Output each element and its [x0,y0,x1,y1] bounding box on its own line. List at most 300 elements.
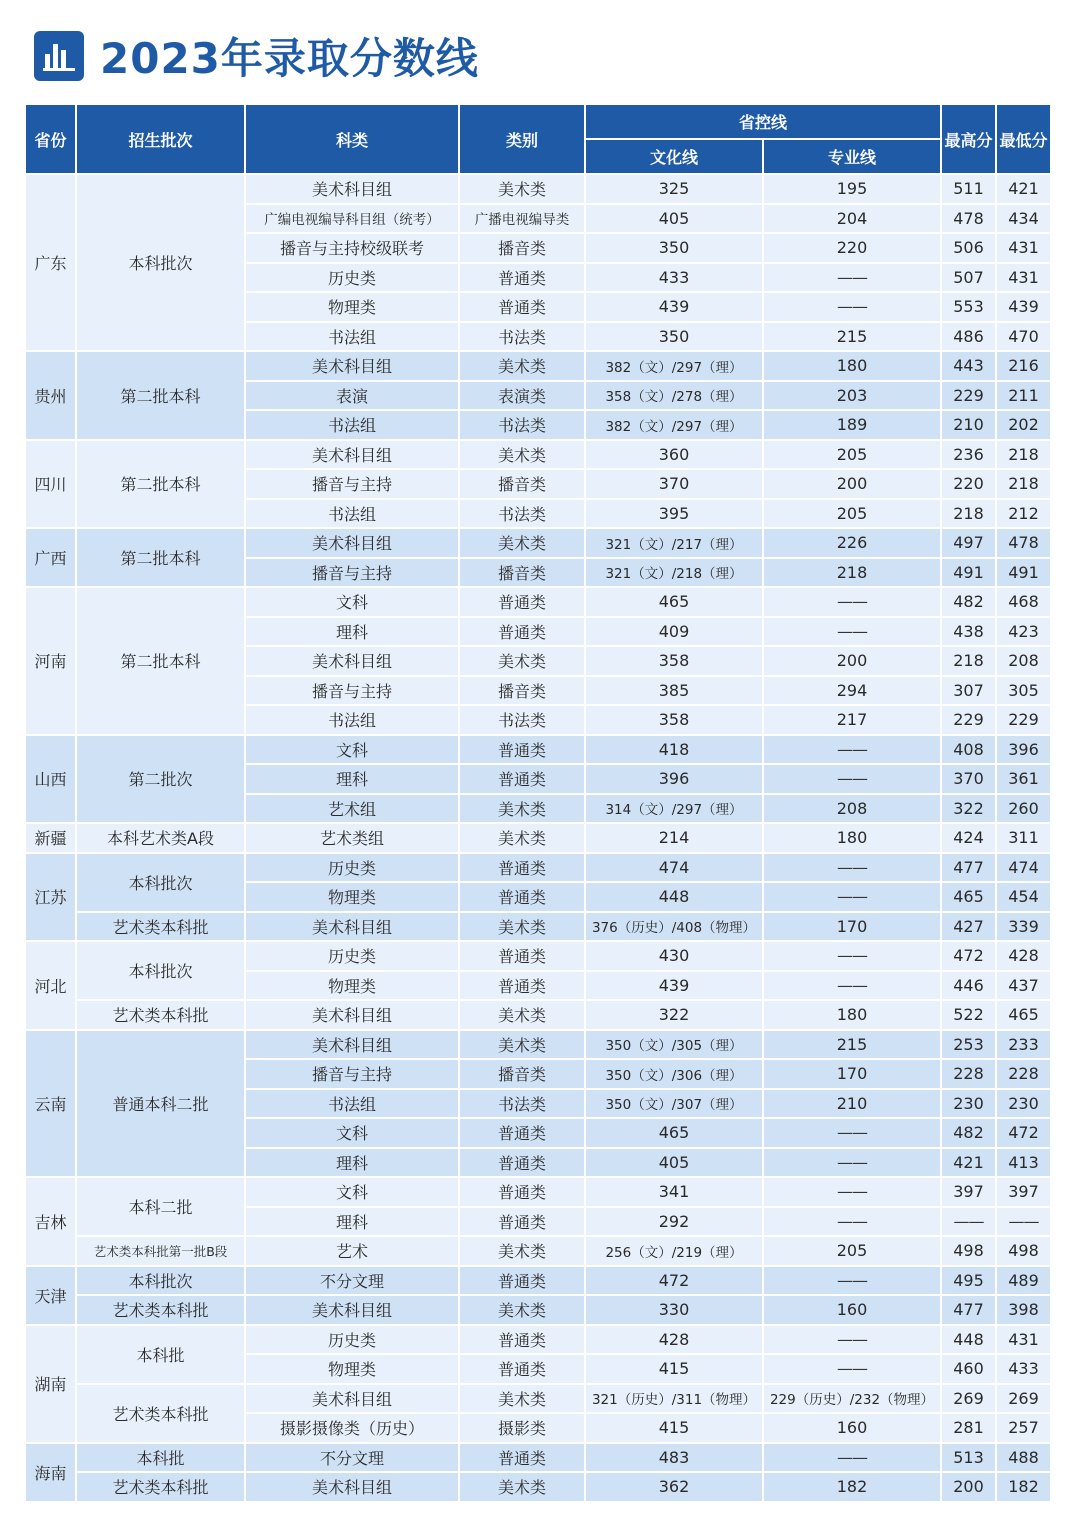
subject-cell: 美术科目组 [245,351,459,381]
culture-line-cell: 483 [585,1443,763,1473]
major-line-cell: 170 [763,912,941,942]
culture-line-cell: 321（文）/218（理） [585,558,763,588]
culture-line-cell: 439 [585,292,763,322]
province-cell: 新疆 [25,823,76,853]
max-score-cell: 408 [941,735,996,765]
major-line-cell: —— [763,764,941,794]
min-score-cell: 396 [996,735,1051,765]
category-cell: 美术类 [459,528,585,558]
category-cell: 美术类 [459,351,585,381]
category-cell: 普通类 [459,1443,585,1473]
culture-line-cell: 330 [585,1295,763,1325]
header-category: 类别 [459,104,585,174]
min-score-cell: 397 [996,1177,1051,1207]
min-score-cell: 230 [996,1089,1051,1119]
major-line-cell: —— [763,617,941,647]
category-cell: 普通类 [459,1177,585,1207]
subject-cell: 物理类 [245,1354,459,1384]
min-score-cell: 498 [996,1236,1051,1266]
major-line-cell: 208 [763,794,941,824]
major-line-cell: —— [763,1177,941,1207]
major-line-cell: —— [763,1443,941,1473]
subject-cell: 播音与主持 [245,558,459,588]
category-cell: 普通类 [459,292,585,322]
subject-cell: 美术科目组 [245,1000,459,1030]
major-line-cell: 210 [763,1089,941,1119]
subject-cell: 美术科目组 [245,1295,459,1325]
max-score-cell: 482 [941,587,996,617]
culture-line-cell: 430 [585,941,763,971]
major-line-cell: 180 [763,351,941,381]
max-score-cell: 495 [941,1266,996,1296]
culture-line-cell: 350 [585,322,763,352]
culture-line-cell: 396 [585,764,763,794]
category-cell: 普通类 [459,617,585,647]
major-line-cell: 294 [763,676,941,706]
province-cell: 河南 [25,587,76,735]
category-cell: 普通类 [459,1266,585,1296]
culture-line-cell: 409 [585,617,763,647]
category-cell: 美术类 [459,1384,585,1414]
min-score-cell: 339 [996,912,1051,942]
batch-cell: 艺术类本科批 [76,912,245,942]
min-score-cell: 488 [996,1443,1051,1473]
category-cell: 普通类 [459,263,585,293]
category-cell: 普通类 [459,941,585,971]
culture-line-cell: 465 [585,1118,763,1148]
min-score-cell: 208 [996,646,1051,676]
major-line-cell: —— [763,1325,941,1355]
min-score-cell: 269 [996,1384,1051,1414]
culture-line-cell: 395 [585,499,763,529]
max-score-cell: 220 [941,469,996,499]
max-score-cell: 397 [941,1177,996,1207]
category-cell: 美术类 [459,1472,585,1502]
category-cell: 书法类 [459,1089,585,1119]
batch-cell: 本科艺术类A段 [76,823,245,853]
category-cell: 美术类 [459,794,585,824]
category-cell: 普通类 [459,587,585,617]
major-line-cell: —— [763,971,941,1001]
max-score-cell: 229 [941,705,996,735]
min-score-cell: 218 [996,440,1051,470]
subject-cell: 历史类 [245,941,459,971]
province-cell: 吉林 [25,1177,76,1266]
subject-cell: 书法组 [245,322,459,352]
major-line-cell: 200 [763,646,941,676]
culture-line-cell: 405 [585,204,763,234]
max-score-cell: —— [941,1207,996,1237]
title-bar [34,28,479,84]
province-cell: 四川 [25,440,76,529]
max-score-cell: 465 [941,882,996,912]
culture-line-cell: 376（历史）/408（物理） [585,912,763,942]
category-cell: 书法类 [459,410,585,440]
category-cell: 播音类 [459,233,585,263]
subject-cell: 物理类 [245,882,459,912]
min-score-cell: 229 [996,705,1051,735]
min-score-cell: 421 [996,174,1051,204]
subject-cell: 文科 [245,735,459,765]
major-line-cell: —— [763,941,941,971]
max-score-cell: 513 [941,1443,996,1473]
subject-cell: 美术科目组 [245,174,459,204]
subject-cell: 摄影摄像类（历史） [245,1413,459,1443]
table-row [25,1236,1051,1266]
category-cell: 普通类 [459,1207,585,1237]
major-line-cell: 220 [763,233,941,263]
major-line-cell: 182 [763,1472,941,1502]
subject-cell: 美术科目组 [245,912,459,942]
batch-cell: 本科批次 [76,174,245,351]
subject-cell: 历史类 [245,1325,459,1355]
major-line-cell: 205 [763,440,941,470]
max-score-cell: 307 [941,676,996,706]
max-score-cell: 511 [941,174,996,204]
category-cell: 普通类 [459,1325,585,1355]
min-score-cell: 218 [996,469,1051,499]
subject-cell: 物理类 [245,292,459,322]
table-row [25,528,1051,558]
category-cell: 播音类 [459,1059,585,1089]
culture-line-cell: 350（文）/307（理） [585,1089,763,1119]
culture-line-cell: 350（文）/306（理） [585,1059,763,1089]
major-line-cell: —— [763,1118,941,1148]
province-cell: 江苏 [25,853,76,942]
subject-cell: 不分文理 [245,1266,459,1296]
culture-line-cell: 382（文）/297（理） [585,351,763,381]
batch-cell: 艺术类本科批第一批B段 [76,1236,245,1266]
min-score-cell: 474 [996,853,1051,883]
subject-cell: 文科 [245,1118,459,1148]
culture-line-cell: 358（文）/278（理） [585,381,763,411]
header-culture-line: 文化线 [585,139,763,174]
min-score-cell: 431 [996,233,1051,263]
major-line-cell: 180 [763,823,941,853]
max-score-cell: 497 [941,528,996,558]
batch-cell: 第二批本科 [76,587,245,735]
bar-chart-icon [34,31,84,81]
table-row [25,853,1051,883]
max-score-cell: 253 [941,1030,996,1060]
culture-line-cell: 360 [585,440,763,470]
table-row [25,912,1051,942]
culture-line-cell: 418 [585,735,763,765]
major-line-cell: —— [763,263,941,293]
max-score-cell: 269 [941,1384,996,1414]
culture-line-cell: 214 [585,823,763,853]
table-row [25,351,1051,381]
culture-line-cell: 256（文）/219（理） [585,1236,763,1266]
major-line-cell: 160 [763,1295,941,1325]
min-score-cell: 398 [996,1295,1051,1325]
max-score-cell: 210 [941,410,996,440]
major-line-cell: 229（历史）/232（物理） [763,1384,941,1414]
table-body [25,174,1051,1502]
table-row [25,1177,1051,1207]
min-score-cell: 465 [996,1000,1051,1030]
max-score-cell: 478 [941,204,996,234]
major-line-cell: 205 [763,499,941,529]
min-score-cell: 305 [996,676,1051,706]
table-row [25,1472,1051,1502]
table-row [25,1266,1051,1296]
culture-line-cell: 428 [585,1325,763,1355]
header-province: 省份 [25,104,76,174]
category-cell: 表演类 [459,381,585,411]
min-score-cell: 233 [996,1030,1051,1060]
min-score-cell: 454 [996,882,1051,912]
major-line-cell: 200 [763,469,941,499]
min-score-cell: 413 [996,1148,1051,1178]
min-score-cell: 211 [996,381,1051,411]
header-control-line: 省控线 [585,104,941,139]
subject-cell: 理科 [245,764,459,794]
min-score-cell: 361 [996,764,1051,794]
batch-cell: 普通本科二批 [76,1030,245,1178]
category-cell: 书法类 [459,322,585,352]
subject-cell: 美术科目组 [245,1384,459,1414]
max-score-cell: 506 [941,233,996,263]
subject-cell: 不分文理 [245,1443,459,1473]
culture-line-cell: 292 [585,1207,763,1237]
max-score-cell: 200 [941,1472,996,1502]
province-cell: 河北 [25,941,76,1030]
max-score-cell: 229 [941,381,996,411]
category-cell: 书法类 [459,705,585,735]
category-cell: 摄影类 [459,1413,585,1443]
table-row [25,1384,1051,1414]
subject-cell: 美术科目组 [245,1472,459,1502]
culture-line-cell: 370 [585,469,763,499]
province-cell: 贵州 [25,351,76,440]
major-line-cell: 203 [763,381,941,411]
min-score-cell: 491 [996,558,1051,588]
min-score-cell: 212 [996,499,1051,529]
max-score-cell: 460 [941,1354,996,1384]
subject-cell: 书法组 [245,410,459,440]
major-line-cell: 180 [763,1000,941,1030]
culture-line-cell: 350 [585,233,763,263]
subject-cell: 艺术组 [245,794,459,824]
subject-cell: 文科 [245,1177,459,1207]
min-score-cell: 423 [996,617,1051,647]
batch-cell: 第二批本科 [76,440,245,529]
max-score-cell: 424 [941,823,996,853]
max-score-cell: 427 [941,912,996,942]
subject-cell: 书法组 [245,705,459,735]
subject-cell: 播音与主持 [245,469,459,499]
batch-cell: 本科二批 [76,1177,245,1236]
header-subject: 科类 [245,104,459,174]
culture-line-cell: 314（文）/297（理） [585,794,763,824]
header-min: 最低分 [996,104,1051,174]
min-score-cell: —— [996,1207,1051,1237]
province-cell: 广西 [25,528,76,587]
category-cell: 普通类 [459,1118,585,1148]
major-line-cell: 189 [763,410,941,440]
culture-line-cell: 341 [585,1177,763,1207]
max-score-cell: 486 [941,322,996,352]
province-cell: 广东 [25,174,76,351]
page-title: 2023年录取分数线 [100,34,479,83]
culture-line-cell: 472 [585,1266,763,1296]
max-score-cell: 448 [941,1325,996,1355]
major-line-cell: 205 [763,1236,941,1266]
min-score-cell: 433 [996,1354,1051,1384]
subject-cell: 播音与主持校级联考 [245,233,459,263]
major-line-cell: 195 [763,174,941,204]
subject-cell: 广编电视编导科目组（统考） [245,204,459,234]
culture-line-cell: 415 [585,1354,763,1384]
min-score-cell: 478 [996,528,1051,558]
subject-cell: 理科 [245,1207,459,1237]
culture-line-cell: 358 [585,646,763,676]
subject-cell: 播音与主持 [245,676,459,706]
category-cell: 播音类 [459,676,585,706]
table-row [25,735,1051,765]
min-score-cell: 472 [996,1118,1051,1148]
min-score-cell: 437 [996,971,1051,1001]
header-batch: 招生批次 [76,104,245,174]
min-score-cell: 431 [996,1325,1051,1355]
category-cell: 播音类 [459,558,585,588]
max-score-cell: 236 [941,440,996,470]
max-score-cell: 281 [941,1413,996,1443]
max-score-cell: 322 [941,794,996,824]
max-score-cell: 228 [941,1059,996,1089]
major-line-cell: —— [763,1266,941,1296]
table-row [25,587,1051,617]
table-row [25,1443,1051,1473]
subject-cell: 艺术 [245,1236,459,1266]
subject-cell: 播音与主持 [245,1059,459,1089]
category-cell: 美术类 [459,646,585,676]
batch-cell: 艺术类本科批 [76,1295,245,1325]
table-row [25,1325,1051,1355]
min-score-cell: 468 [996,587,1051,617]
batch-cell: 本科批 [76,1443,245,1473]
table-row [25,1030,1051,1060]
major-line-cell: 170 [763,1059,941,1089]
major-line-cell: —— [763,735,941,765]
max-score-cell: 477 [941,853,996,883]
max-score-cell: 491 [941,558,996,588]
category-cell: 普通类 [459,764,585,794]
min-score-cell: 228 [996,1059,1051,1089]
batch-cell: 艺术类本科批 [76,1472,245,1502]
subject-cell: 书法组 [245,499,459,529]
culture-line-cell: 474 [585,853,763,883]
category-cell: 美术类 [459,1030,585,1060]
major-line-cell: —— [763,853,941,883]
major-line-cell: 160 [763,1413,941,1443]
province-cell: 天津 [25,1266,76,1325]
max-score-cell: 438 [941,617,996,647]
max-score-cell: 472 [941,941,996,971]
major-line-cell: —— [763,1207,941,1237]
category-cell: 普通类 [459,971,585,1001]
table-row [25,1295,1051,1325]
subject-cell: 表演 [245,381,459,411]
province-cell: 云南 [25,1030,76,1178]
major-line-cell: 226 [763,528,941,558]
min-score-cell: 260 [996,794,1051,824]
score-table [24,103,1052,1503]
subject-cell: 美术科目组 [245,528,459,558]
header-major-line: 专业线 [763,139,941,174]
score-table-container [24,103,1050,1503]
category-cell: 美术类 [459,1000,585,1030]
major-line-cell: 217 [763,705,941,735]
subject-cell: 物理类 [245,971,459,1001]
category-cell: 书法类 [459,499,585,529]
table-row [25,440,1051,470]
batch-cell: 本科批 [76,1325,245,1384]
category-cell: 美术类 [459,1236,585,1266]
table-row [25,1000,1051,1030]
culture-line-cell: 321（历史）/311（物理） [585,1384,763,1414]
category-cell: 播音类 [459,469,585,499]
major-line-cell: 215 [763,1030,941,1060]
category-cell: 美术类 [459,440,585,470]
culture-line-cell: 322 [585,1000,763,1030]
min-score-cell: 439 [996,292,1051,322]
category-cell: 普通类 [459,735,585,765]
culture-line-cell: 362 [585,1472,763,1502]
max-score-cell: 482 [941,1118,996,1148]
header-max: 最高分 [941,104,996,174]
min-score-cell: 257 [996,1413,1051,1443]
major-line-cell: —— [763,882,941,912]
min-score-cell: 182 [996,1472,1051,1502]
culture-line-cell: 415 [585,1413,763,1443]
culture-line-cell: 439 [585,971,763,1001]
min-score-cell: 202 [996,410,1051,440]
subject-cell: 文科 [245,587,459,617]
max-score-cell: 498 [941,1236,996,1266]
batch-cell: 第二批本科 [76,351,245,440]
subject-cell: 历史类 [245,853,459,883]
culture-line-cell: 465 [585,587,763,617]
province-cell: 山西 [25,735,76,824]
batch-cell: 本科批次 [76,1266,245,1296]
subject-cell: 历史类 [245,263,459,293]
batch-cell: 第二批本科 [76,528,245,587]
min-score-cell: 434 [996,204,1051,234]
batch-cell: 第二批次 [76,735,245,824]
culture-line-cell: 321（文）/217（理） [585,528,763,558]
subject-cell: 美术科目组 [245,646,459,676]
major-line-cell: —— [763,1148,941,1178]
culture-line-cell: 433 [585,263,763,293]
min-score-cell: 216 [996,351,1051,381]
min-score-cell: 428 [996,941,1051,971]
max-score-cell: 522 [941,1000,996,1030]
category-cell: 普通类 [459,1354,585,1384]
category-cell: 广播电视编导类 [459,204,585,234]
culture-line-cell: 448 [585,882,763,912]
category-cell: 普通类 [459,1148,585,1178]
category-cell: 普通类 [459,882,585,912]
category-cell: 美术类 [459,912,585,942]
min-score-cell: 470 [996,322,1051,352]
max-score-cell: 421 [941,1148,996,1178]
max-score-cell: 553 [941,292,996,322]
max-score-cell: 443 [941,351,996,381]
category-cell: 美术类 [459,823,585,853]
major-line-cell: —— [763,292,941,322]
